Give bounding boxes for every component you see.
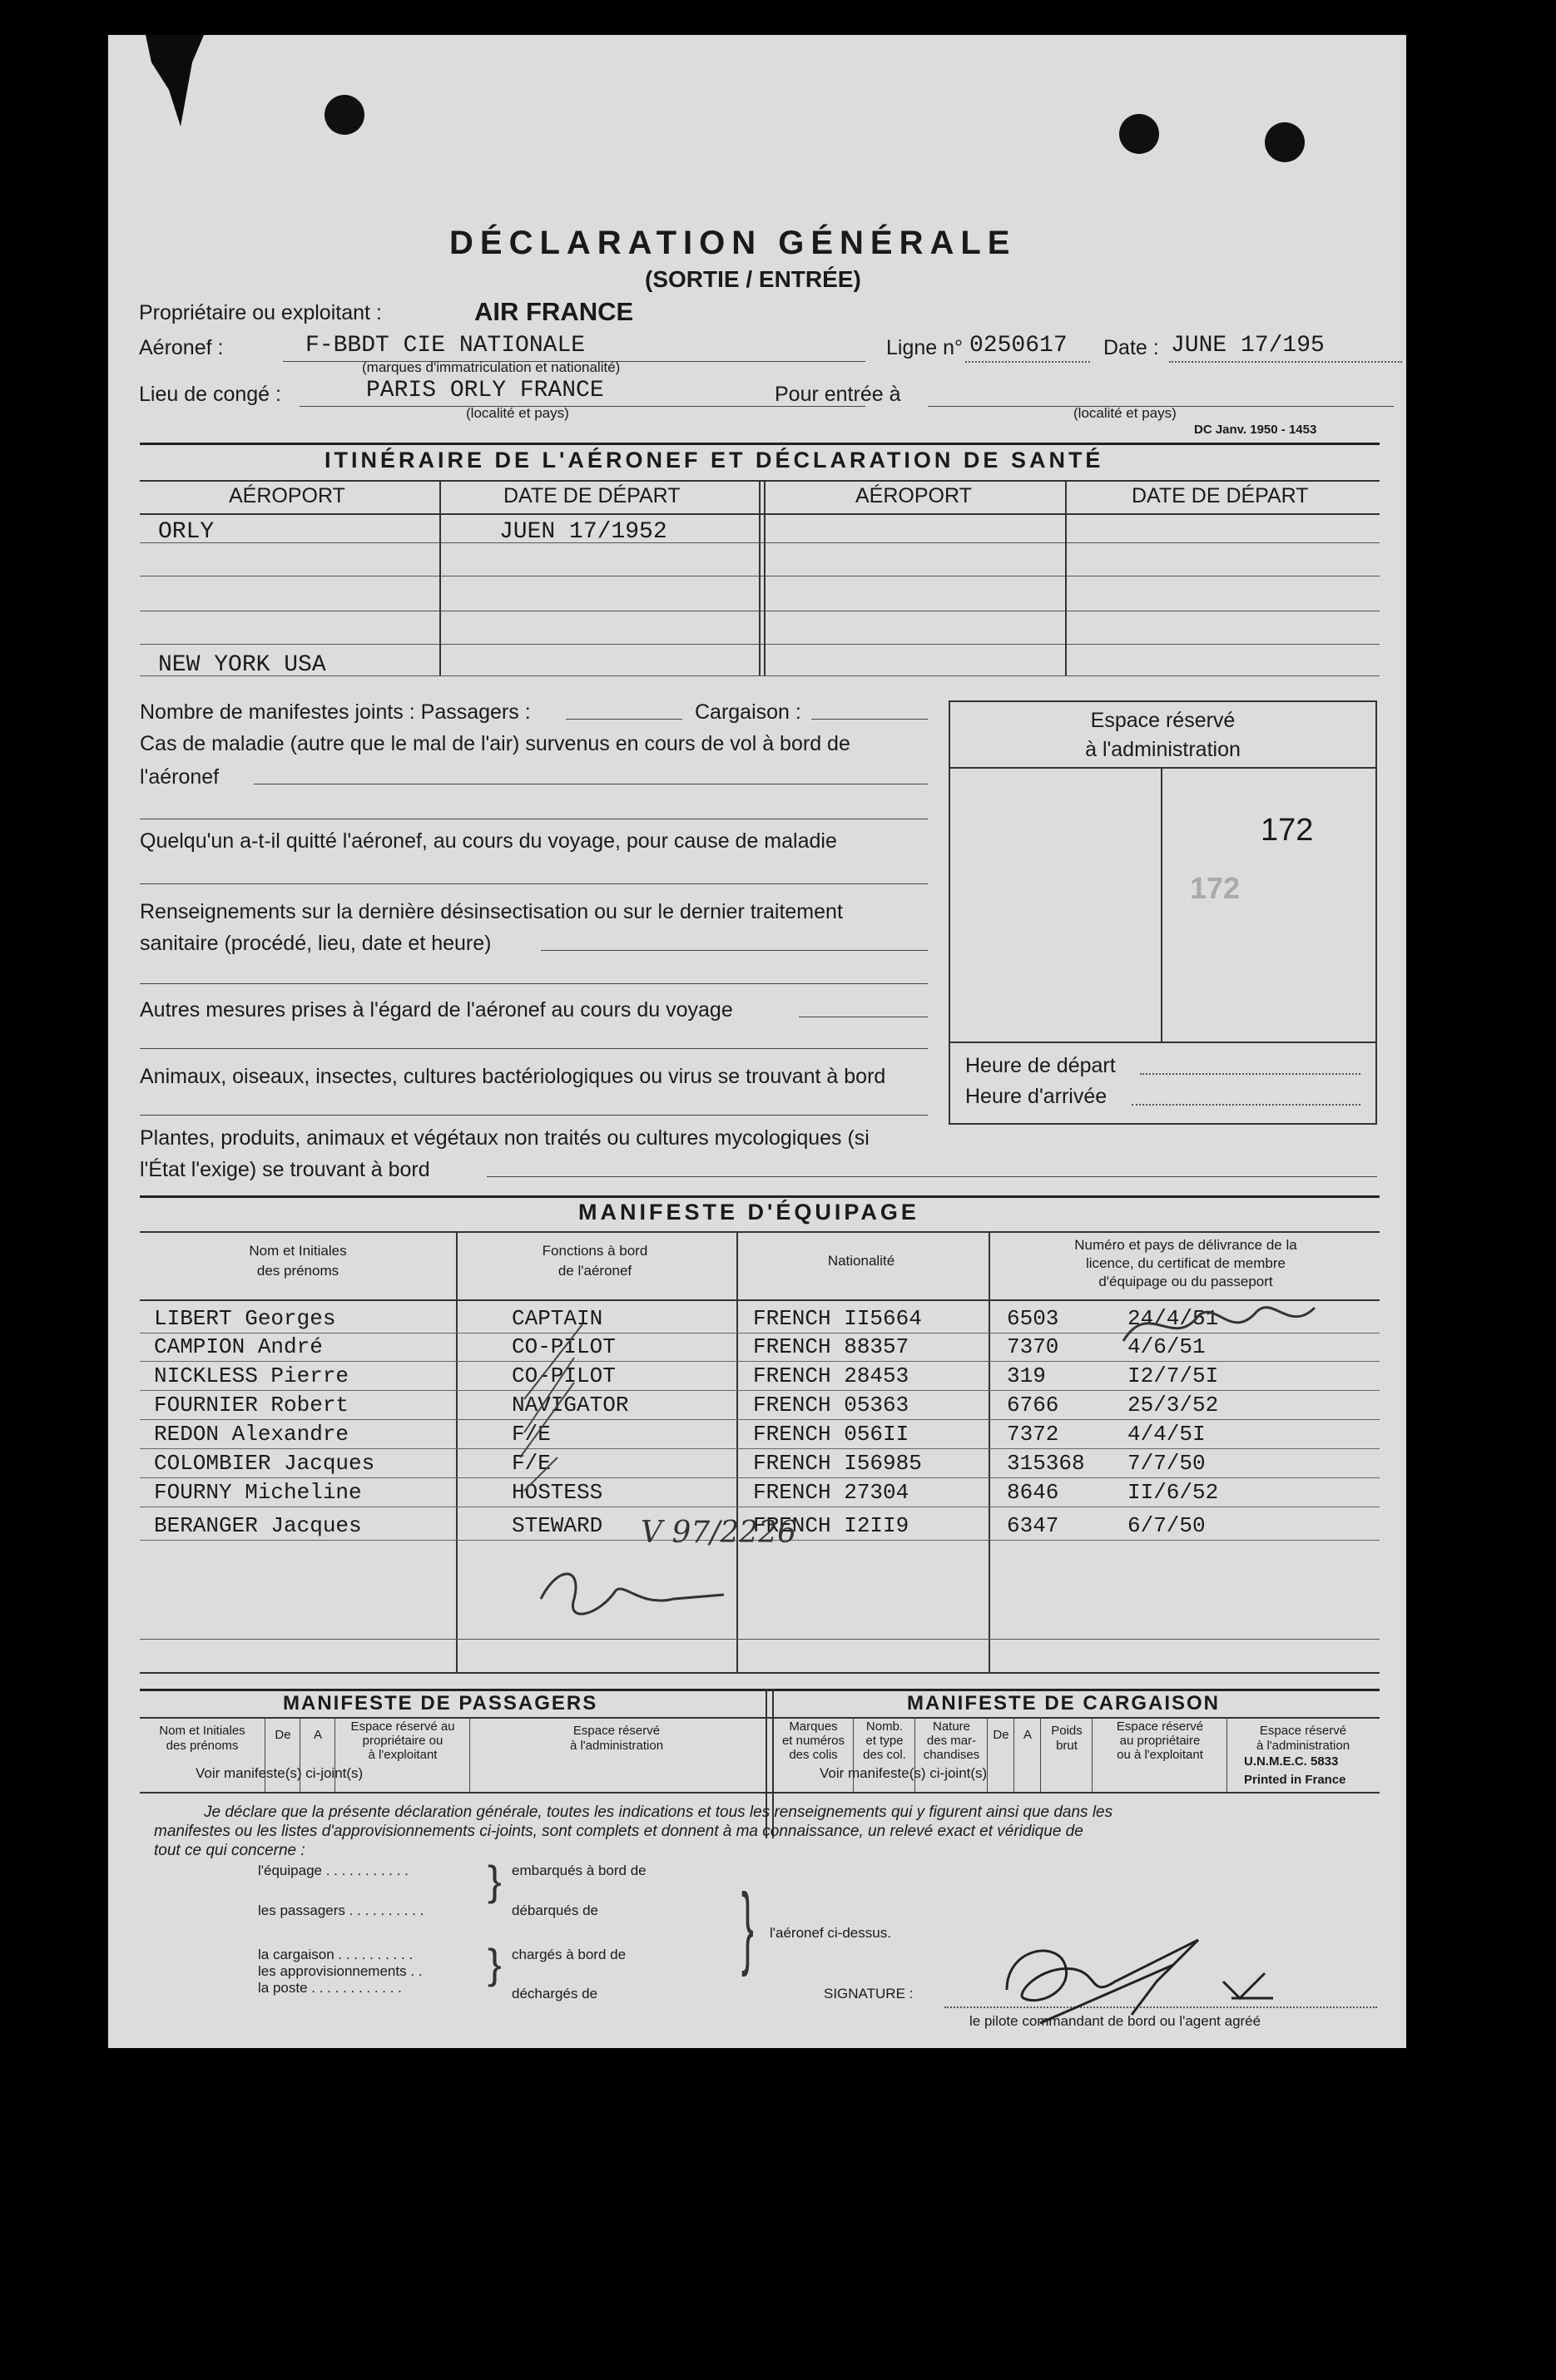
crew-nationality: FRENCH I56985 — [753, 1451, 922, 1476]
crew-license-number: 6766 — [1007, 1393, 1059, 1418]
departure-label: Lieu de congé : — [139, 383, 281, 406]
pax-col-admin-2: à l'administration — [569, 1739, 664, 1753]
col-airport-2: AÉROPORT — [855, 484, 972, 507]
form-title: DÉCLARATION GÉNÉRALE — [449, 225, 1017, 261]
crew-license-number: 6503 — [1007, 1306, 1059, 1331]
printed-in: Printed in France — [1244, 1773, 1346, 1787]
rule — [566, 719, 682, 720]
rule — [1092, 1717, 1093, 1792]
rule — [487, 1176, 1377, 1177]
decl-passengers: les passagers . . . . . . . . . . — [258, 1903, 424, 1918]
rule — [1013, 1717, 1014, 1792]
pax-col-admin: Espace réservé — [572, 1724, 661, 1738]
crew-col-name-2: des prénoms — [256, 1263, 339, 1279]
crew-license-date: 24/4/51 — [1127, 1306, 1219, 1331]
rule — [1140, 1073, 1360, 1075]
admin-stamp: 172 — [1190, 871, 1241, 905]
arrival-time-label: Heure d'arrivée — [965, 1085, 1108, 1108]
crew-function: HOSTESS — [512, 1480, 603, 1505]
admin-box-title: Espace réservé — [1090, 709, 1236, 732]
crew-name: LIBERT Georges — [154, 1306, 336, 1331]
cargo-col-count-2: et type — [865, 1734, 904, 1748]
crew-nationality: FRENCH 27304 — [753, 1480, 909, 1505]
crew-function: CO-PILOT — [512, 1363, 616, 1388]
admin-number: 172 — [1261, 813, 1314, 848]
crew-license-number: 319 — [1007, 1363, 1046, 1388]
crew-function: NAVIGATOR — [512, 1393, 629, 1418]
rule — [140, 1115, 928, 1116]
decl-loaded: chargés à bord de — [512, 1947, 627, 1962]
col-departure-date-2: DATE DE DÉPART — [1132, 484, 1309, 507]
decl-mail: la poste . . . . . . . . . . . . — [258, 1980, 402, 1996]
cargo-col-from: De — [993, 1728, 1009, 1742]
crew-license-date: 4/4/5I — [1127, 1422, 1206, 1447]
crew-name: NICKLESS Pierre — [154, 1363, 349, 1388]
date-label: Date : — [1103, 336, 1159, 359]
col-airport: AÉROPORT — [229, 484, 345, 507]
crew-col-function: Fonctions à bord — [542, 1243, 648, 1259]
cargo-col-owner: Espace réservé — [1116, 1719, 1204, 1734]
rule — [140, 1792, 1380, 1794]
punch-hole — [1119, 114, 1159, 154]
pax-col-name-2: des prénoms — [166, 1739, 239, 1753]
pax-col-owner-3: à l'exploitant — [368, 1748, 438, 1762]
admin-box-title-2: à l'administration — [1085, 738, 1241, 761]
rule — [456, 1231, 458, 1672]
left-aircraft-label: Quelqu'un a-t-il quitté l'aéronef, au cours du voyage, pour cause de maladie — [140, 829, 837, 853]
pax-col-from: De — [275, 1728, 291, 1742]
crew-name: CAMPION André — [154, 1334, 323, 1359]
passengers-heading: MANIFESTE DE PASSAGERS — [283, 1692, 598, 1714]
handwritten-scribble — [1115, 1291, 1331, 1358]
rule — [140, 983, 928, 984]
form-subtitle: (SORTIE / ENTRÉE) — [645, 266, 861, 292]
rule — [140, 1048, 928, 1049]
decl-unloaded: déchargés de — [512, 1986, 598, 2001]
declaration-line-2: manifestes ou les listes d'approvisionnements ci-joints, sont complets et donnent à ma connaissance, un relevé exact et véridique de — [154, 1823, 1083, 1840]
handwritten-note: V 97/2226 — [641, 1516, 796, 1550]
crew-license-number: 8646 — [1007, 1480, 1059, 1505]
rule — [140, 1717, 1380, 1719]
declaration-text — [154, 1803, 1377, 1860]
cargo-label: Cargaison : — [695, 700, 801, 724]
rule — [764, 480, 766, 675]
decl-disembarked: débarqués de — [512, 1903, 598, 1918]
itinerary-airport-4: NEW YORK USA — [158, 652, 326, 678]
cargo-col-marks-2: et numéros — [781, 1734, 845, 1748]
rule — [1226, 1717, 1227, 1792]
crew-function: CAPTAIN — [512, 1306, 603, 1331]
rule — [140, 1672, 1380, 1674]
crew-function: CO-PILOT — [512, 1334, 616, 1359]
rule — [140, 443, 1380, 445]
entry-hint: (localité et pays) — [1073, 405, 1177, 421]
crew-nationality: FRENCH 88357 — [753, 1334, 909, 1359]
rule — [1169, 361, 1402, 363]
cargo-col-marks-3: des colis — [789, 1748, 838, 1762]
rule — [1065, 480, 1067, 675]
punch-hole — [1265, 122, 1305, 162]
cargo-col-nature-3: chandises — [923, 1748, 980, 1762]
cargo-see-attached: Voir manifeste(s) ci-joint(s) — [820, 1765, 988, 1781]
crew-function: F/E — [512, 1422, 551, 1447]
manifests-label: Nombre de manifestes joints : Passagers : — [140, 700, 531, 724]
cargo-col-to: A — [1023, 1728, 1032, 1742]
crew-col-nationality: Nationalité — [827, 1253, 895, 1269]
departure-value: PARIS ORLY FRANCE — [366, 378, 604, 403]
cargo-heading: MANIFESTE DE CARGAISON — [907, 1692, 1221, 1714]
pax-col-name: Nom et Initiales — [159, 1724, 245, 1738]
declaration-form — [108, 35, 1406, 2048]
crew-col-name: Nom et Initiales — [249, 1243, 347, 1259]
pen-marks — [508, 1291, 857, 1640]
itinerary-date-1: JUEN 17/1952 — [499, 519, 667, 545]
illness-label: Cas de maladie (autre que le mal de l'air) survenus en cours de vol à bord de — [140, 732, 850, 755]
brace: } — [488, 1858, 502, 1904]
crew-license-date: 25/3/52 — [1127, 1393, 1219, 1418]
crew-name: COLOMBIER Jacques — [154, 1451, 375, 1476]
signature-label: SIGNATURE : — [824, 1986, 914, 2001]
pax-see-attached: Voir manifeste(s) ci-joint(s) — [196, 1765, 364, 1781]
captain-signature — [990, 1932, 1223, 2040]
crew-name: FOURNIER Robert — [154, 1393, 349, 1418]
crew-col-function-2: de l'aéronef — [557, 1263, 632, 1279]
departure-time-label: Heure de départ — [965, 1054, 1116, 1077]
crew-license-number: 7372 — [1007, 1422, 1059, 1447]
rule — [811, 719, 928, 720]
punch-hole — [325, 95, 364, 135]
initials-mark — [1215, 1965, 1281, 2006]
crew-name: FOURNY Micheline — [154, 1480, 362, 1505]
cargo-col-admin-2: à l'administration — [1256, 1739, 1350, 1753]
crew-function: STEWARD — [512, 1513, 603, 1538]
rule — [541, 950, 928, 951]
other-measures-label: Autres mesures prises à l'égard de l'aéronef au cours du voyage — [140, 998, 733, 1022]
decl-aircraft: l'aéronef ci-dessus. — [770, 1925, 891, 1941]
crew-col-license-2: licence, du certificat de membre — [1086, 1255, 1286, 1271]
rule — [1040, 1717, 1041, 1792]
decl-embarked: embarqués à bord de — [512, 1863, 647, 1878]
cargo-col-admin: Espace réservé — [1259, 1724, 1347, 1738]
cargo-col-weight-2: brut — [1056, 1739, 1078, 1753]
crew-nationality: FRENCH 28453 — [753, 1363, 909, 1388]
line-label: Ligne n° — [886, 336, 964, 359]
crew-license-date: I2/7/5I — [1127, 1363, 1219, 1388]
crew-nationality: FRENCH I2II9 — [753, 1513, 909, 1538]
rule — [965, 361, 1090, 363]
crew-nationality: FRENCH II5664 — [753, 1306, 922, 1331]
declaration-line-3: tout ce qui concerne : — [154, 1842, 305, 1859]
col-departure-date: DATE DE DÉPART — [503, 484, 681, 507]
rule — [1161, 767, 1162, 1042]
rule — [140, 1195, 1380, 1198]
cargo-col-owner-2: au propriétaire — [1119, 1734, 1201, 1748]
aircraft-value: F-BBDT CIE NATIONALE — [305, 333, 586, 359]
crew-name: BERANGER Jacques — [154, 1513, 362, 1538]
brace: } — [488, 1941, 502, 1987]
crew-license-date: 7/7/50 — [1127, 1451, 1206, 1476]
crew-license-date: 4/6/51 — [1127, 1334, 1206, 1359]
cargo-col-count-3: des col. — [863, 1748, 906, 1762]
unmec-code: U.N.M.E.C. 5833 — [1244, 1754, 1339, 1769]
crew-col-license-3: d'équipage ou du passeport — [1098, 1274, 1273, 1289]
aircraft-hint: (marques d'immatriculation et nationalité) — [362, 359, 621, 375]
itinerary-airport-1: ORLY — [158, 519, 215, 545]
cargo-col-count: Nomb. — [865, 1719, 904, 1734]
rule — [1132, 1104, 1360, 1106]
illness-label-2: l'aéronef — [140, 765, 220, 789]
aircraft-label: Aéronef : — [139, 336, 224, 359]
crew-license-date: II/6/52 — [1127, 1480, 1219, 1505]
torn-corner — [146, 35, 204, 126]
cargo-col-owner-3: ou à l'exploitant — [1117, 1748, 1203, 1762]
animals-label: Animaux, oiseaux, insectes, cultures bactériologiques ou virus se trouvant à bord — [140, 1065, 886, 1088]
signer-caption: le pilote commandant de bord ou l'agent agréé — [969, 2013, 1261, 2029]
plants-label-2: l'État l'exige) se trouvant à bord — [140, 1158, 430, 1181]
decl-supplies: les approvisionnements . . — [258, 1963, 423, 1979]
line-value: 0250617 — [969, 333, 1068, 359]
plants-label: Plantes, produits, animaux et végétaux non traités ou cultures mycologiques (si — [140, 1126, 870, 1150]
crew-nationality: FRENCH 05363 — [753, 1393, 909, 1418]
cargo-col-marks: Marques — [789, 1719, 838, 1734]
pax-col-owner: Espace réservé au — [350, 1719, 455, 1734]
cargo-col-weight: Poids — [1051, 1724, 1083, 1738]
rule — [950, 767, 1375, 769]
crew-nationality: FRENCH 056II — [753, 1422, 909, 1447]
decl-crew: l'équipage . . . . . . . . . . . — [258, 1863, 409, 1878]
rule — [140, 1689, 1380, 1691]
crew-license-date: 6/7/50 — [1127, 1513, 1206, 1538]
crew-license-number: 7370 — [1007, 1334, 1059, 1359]
rule — [759, 480, 761, 675]
entry-label: Pour entrée à — [775, 383, 901, 406]
owner-value: AIR FRANCE — [474, 297, 634, 326]
brace: } — [741, 1875, 754, 1977]
rule — [950, 1042, 1375, 1043]
dc-reference: DC Janv. 1950 - 1453 — [1194, 423, 1317, 437]
crew-heading: MANIFESTE D'ÉQUIPAGE — [578, 1200, 919, 1225]
pax-col-owner-2: propriétaire ou — [362, 1734, 444, 1748]
crew-license-number: 6347 — [1007, 1513, 1059, 1538]
declaration-line-1: Je déclare que la présente déclaration générale, toutes les indications et tous les renseignements qui y figurent ainsi que dans les — [204, 1804, 1113, 1821]
rule — [439, 480, 441, 675]
rule — [469, 1717, 470, 1792]
disinsect-label: Renseignements sur la dernière désinsectisation ou sur le dernier traitement — [140, 900, 843, 923]
crew-col-license: Numéro et pays de délivrance de la — [1074, 1237, 1297, 1253]
departure-hint: (localité et pays) — [466, 405, 569, 421]
rule — [140, 883, 928, 884]
cargo-col-nature-2: des mar- — [926, 1734, 977, 1748]
crew-function: F/E — [512, 1451, 551, 1476]
cargo-col-nature: Nature — [932, 1719, 971, 1734]
disinsect-label-2: sanitaire (procédé, lieu, date et heure) — [140, 932, 492, 955]
pax-col-to: A — [313, 1728, 322, 1742]
itinerary-heading: ITINÉRAIRE DE L'AÉRONEF ET DÉCLARATION DE SANTÉ — [325, 448, 1104, 473]
owner-label: Propriétaire ou exploitant : — [139, 301, 382, 324]
rule — [989, 1231, 990, 1672]
crew-name: REDON Alexandre — [154, 1422, 349, 1447]
crew-license-number: 315368 — [1007, 1451, 1085, 1476]
rule — [140, 1231, 1380, 1233]
date-value: JUNE 17/195 — [1171, 333, 1325, 359]
decl-cargo: la cargaison . . . . . . . . . . — [258, 1947, 414, 1962]
